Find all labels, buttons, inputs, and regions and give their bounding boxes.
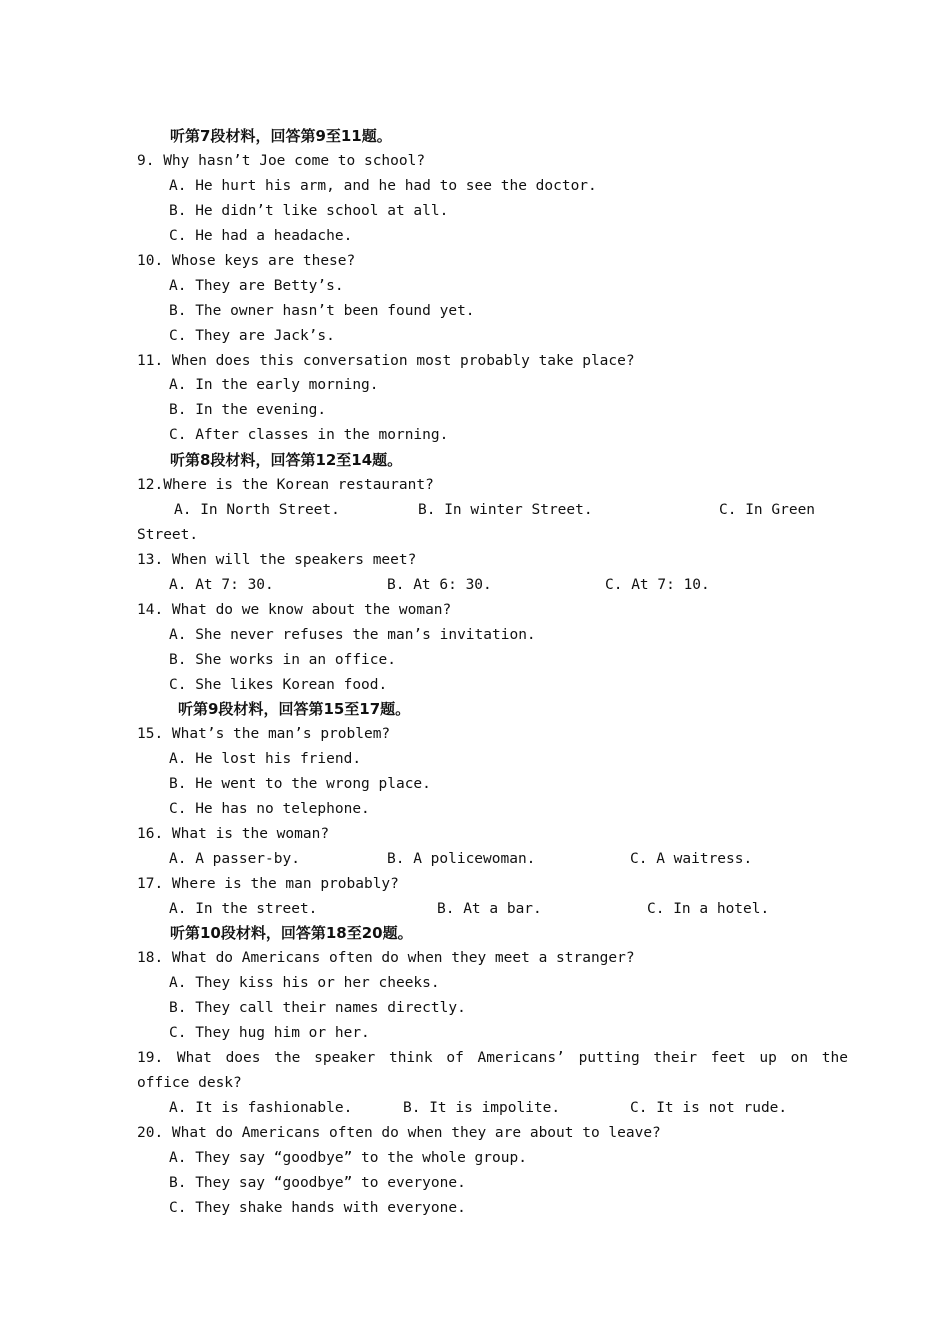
question-17-stem: 17. Where is the man probably? — [137, 876, 399, 892]
question-stem — [0, 946, 950, 971]
question-13-stem: 13. When will the speakers meet? — [137, 552, 417, 568]
q11-option-c: C. After classes in the morning. — [169, 427, 449, 443]
answer-option — [0, 996, 950, 1021]
answer-option — [0, 797, 950, 822]
answer-option — [0, 1146, 950, 1171]
answer-option — [0, 1021, 950, 1046]
answer-option — [0, 772, 950, 797]
answer-options-row — [0, 847, 950, 872]
answer-option — [0, 747, 950, 772]
answer-option — [0, 174, 950, 199]
answer-option — [0, 1196, 950, 1221]
q14-option-a: A. She never refuses the man’s invitation. — [169, 627, 536, 643]
answer-option — [0, 199, 950, 224]
answer-option — [0, 398, 950, 423]
q12-option-c-continued: Street. — [137, 527, 199, 543]
q11-option-b: B. In the evening. — [169, 402, 327, 418]
question-18-stem: 18. What do Americans often do when they meet a stranger? — [137, 950, 635, 966]
section-heading — [0, 448, 950, 473]
question-stem — [0, 722, 950, 747]
question-stem — [0, 598, 950, 623]
q14-option-b: B. She works in an office. — [169, 652, 396, 668]
q19-option-b: B. It is impolite. — [403, 1100, 561, 1116]
question-stem — [0, 473, 950, 498]
q9-option-c: C. He had a headache. — [169, 228, 353, 244]
q15-option-c: C. He has no telephone. — [169, 801, 370, 817]
q12-option-b: B. In winter Street. — [418, 502, 593, 518]
answer-option — [0, 1171, 950, 1196]
question-15-stem: 15. What’s the man’s problem? — [137, 726, 391, 742]
answer-option — [0, 971, 950, 996]
question-stem — [0, 149, 950, 174]
question-stem — [0, 872, 950, 897]
q20-option-b: B. They say “goodbye” to everyone. — [169, 1175, 466, 1191]
q9-option-b: B. He didn’t like school at all. — [169, 203, 449, 219]
question-12-stem: 12.Where is the Korean restaurant? — [137, 477, 434, 493]
question-11-stem: 11. When does this conversation most probably take place? — [137, 353, 635, 369]
question-20-stem: 20. What do Americans often do when they are about to leave? — [137, 1125, 661, 1141]
section-heading-text: 听第7段材料，回答第9至11题。 — [170, 127, 392, 145]
section-heading — [0, 124, 950, 149]
q13-option-a: A. At 7: 30. — [169, 577, 274, 593]
q16-option-b: B. A policewoman. — [387, 851, 536, 867]
question-14-stem: 14. What do we know about the woman? — [137, 602, 452, 618]
q17-option-b: B. At a bar. — [437, 901, 542, 917]
answer-option — [0, 623, 950, 648]
q16-option-a: A. A passer-by. — [169, 851, 300, 867]
question-stem — [0, 1071, 950, 1096]
q17-option-c: C. In a hotel. — [647, 901, 770, 917]
answer-option — [0, 673, 950, 698]
q14-option-c: C. She likes Korean food. — [169, 677, 388, 693]
q13-option-c: C. At 7: 10. — [605, 577, 710, 593]
section-heading-text: 听第10段材料，回答第18至20题。 — [170, 924, 413, 942]
answer-option — [0, 523, 950, 548]
q15-option-a: A. He lost his friend. — [169, 751, 362, 767]
q10-option-b: B. The owner hasn’t been found yet. — [169, 303, 475, 319]
q15-option-b: B. He went to the wrong place. — [169, 776, 431, 792]
q18-option-c: C. They hug him or her. — [169, 1025, 370, 1041]
q10-option-c: C. They are Jack’s. — [169, 328, 335, 344]
answer-options-row — [0, 897, 950, 922]
q13-option-b: B. At 6: 30. — [387, 577, 492, 593]
answer-option — [0, 423, 950, 448]
section-heading-text: 听第9段材料，回答第15至17题。 — [178, 700, 411, 718]
section-heading — [0, 697, 950, 722]
q11-option-a: A. In the early morning. — [169, 377, 379, 393]
question-stem — [0, 1046, 950, 1071]
question-stem — [0, 822, 950, 847]
question-19-stem: 19. What does the speaker think of Americans’ putting their feet up on the — [137, 1050, 849, 1066]
question-stem — [0, 349, 950, 374]
q19-option-c: C. It is not rude. — [630, 1100, 788, 1116]
q10-option-a: A. They are Betty’s. — [169, 278, 344, 294]
question-stem — [0, 1121, 950, 1146]
question-stem — [0, 249, 950, 274]
answer-option — [0, 324, 950, 349]
question-9-stem: 9. Why hasn’t Joe come to school? — [137, 153, 426, 169]
question-19-stem-continued: office desk? — [137, 1075, 242, 1091]
q18-option-a: A. They kiss his or her cheeks. — [169, 975, 440, 991]
q16-option-c: C. A waitress. — [630, 851, 753, 867]
answer-options-row — [0, 573, 950, 598]
q9-option-a: A. He hurt his arm, and he had to see the doctor. — [169, 178, 597, 194]
q12-option-a: A. In North Street. — [174, 502, 340, 518]
q19-option-a: A. It is fashionable. — [169, 1100, 353, 1116]
q18-option-b: B. They call their names directly. — [169, 1000, 466, 1016]
q20-option-c: C. They shake hands with everyone. — [169, 1200, 466, 1216]
answer-options-row — [0, 498, 950, 523]
question-stem — [0, 548, 950, 573]
answer-option — [0, 299, 950, 324]
q12-option-c: C. In Green — [719, 502, 816, 518]
answer-options-row — [0, 1096, 950, 1121]
section-heading-text: 听第8段材料，回答第12至14题。 — [170, 451, 403, 469]
answer-option — [0, 648, 950, 673]
answer-option — [0, 373, 950, 398]
question-16-stem: 16. What is the woman? — [137, 826, 330, 842]
q17-option-a: A. In the street. — [169, 901, 318, 917]
section-heading — [0, 921, 950, 946]
question-10-stem: 10. Whose keys are these? — [137, 253, 356, 269]
q20-option-a: A. They say “goodbye” to the whole group. — [169, 1150, 527, 1166]
answer-option — [0, 274, 950, 299]
answer-option — [0, 224, 950, 249]
